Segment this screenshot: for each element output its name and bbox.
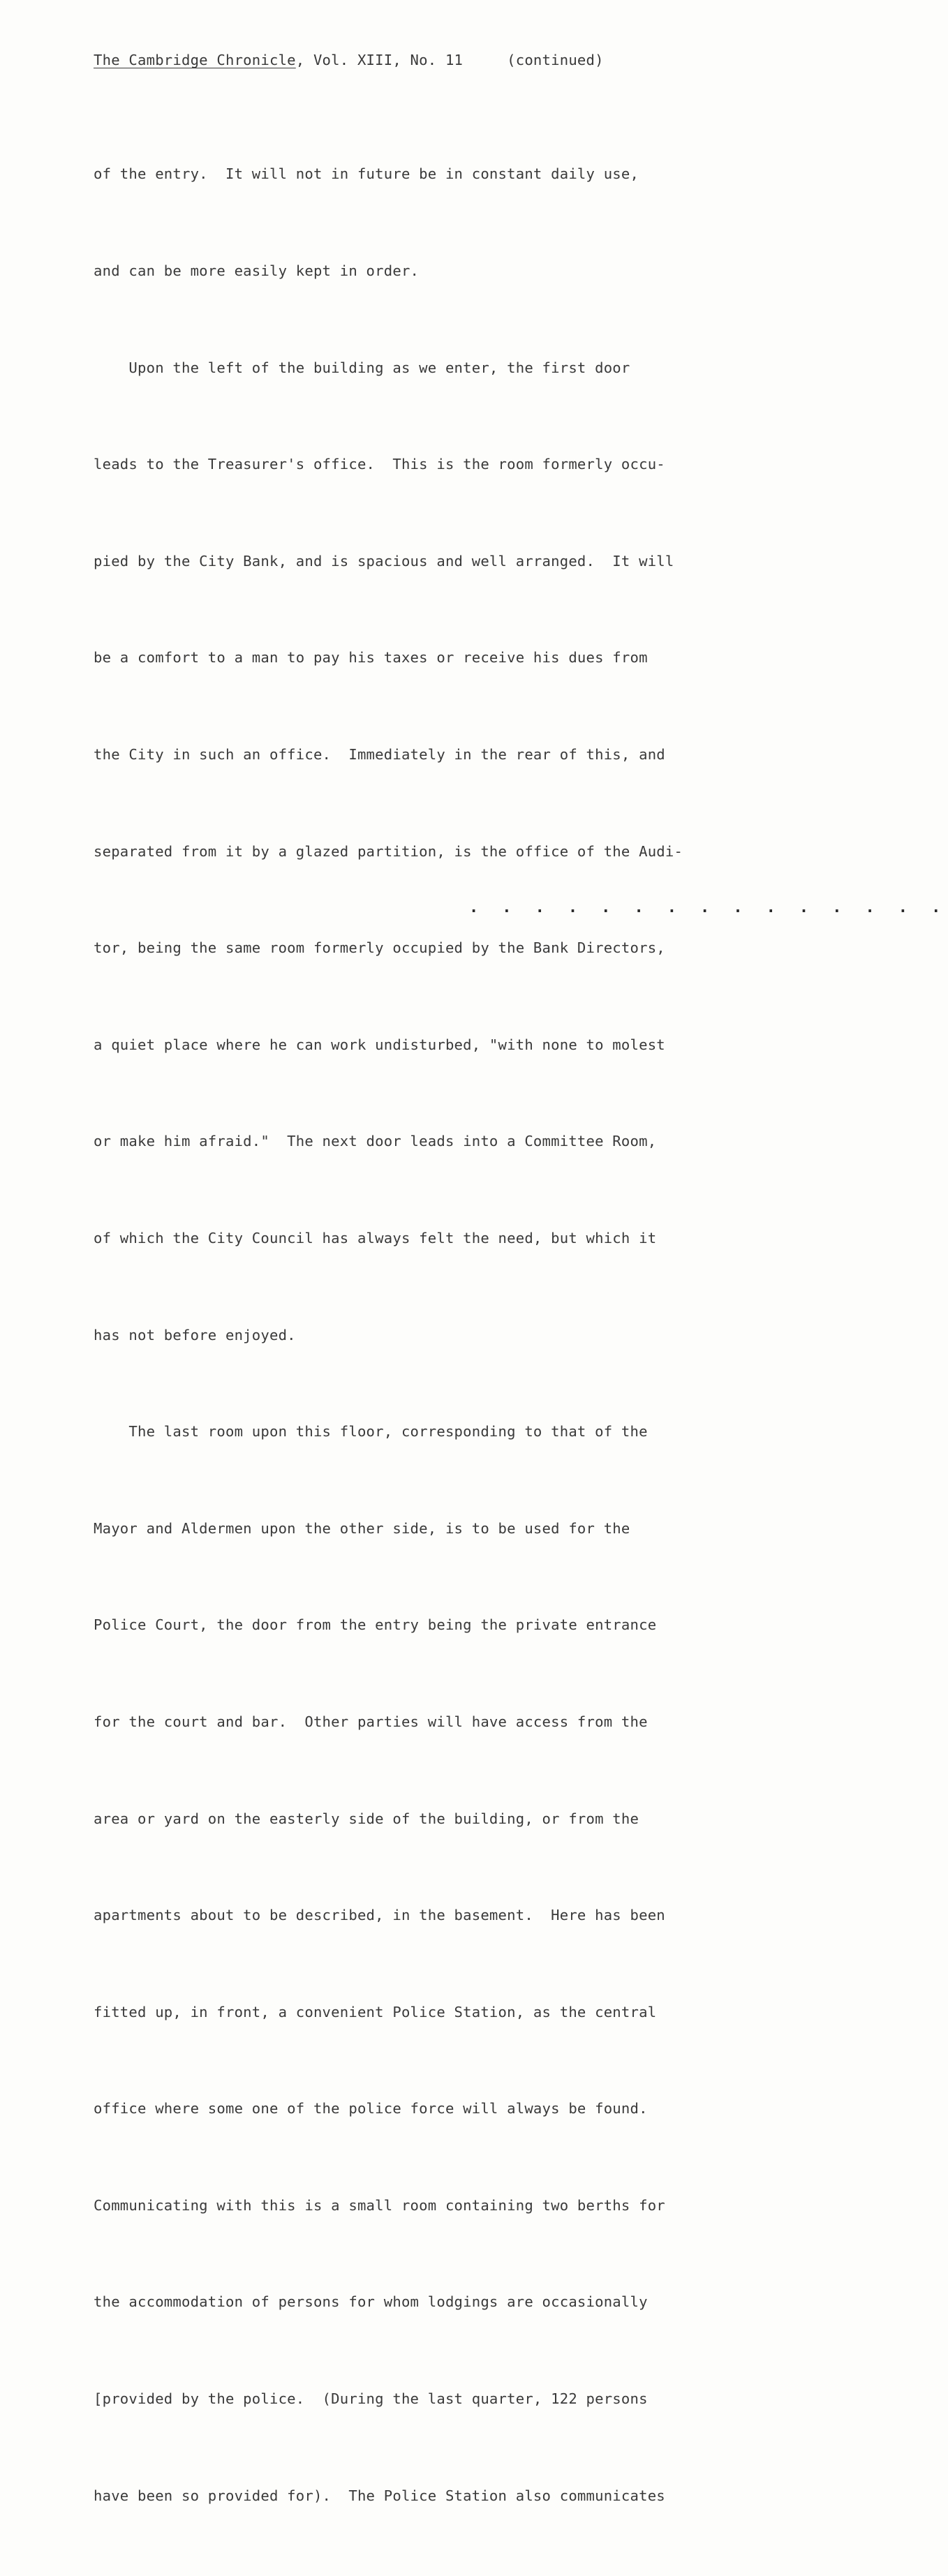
text-line: a quiet place where he can work undisturbed, "with none to molest bbox=[94, 1036, 665, 1053]
continued-label: (continued) bbox=[507, 52, 604, 68]
text-line: have been so provided for). The Police Station also communicates bbox=[94, 2487, 665, 2504]
text-line: area or yard on the easterly side of the building, or from the bbox=[94, 1810, 639, 1827]
text-line: the City in such an office. Immediately in the rear of this, and bbox=[94, 745, 665, 763]
text-line: or make him afraid." The next door leads into a Committee Room, bbox=[94, 1133, 657, 1150]
text-line: office where some one of the police force will always be found. bbox=[94, 2100, 648, 2117]
text-line: [provided by the police. (During the last quarter, 122 persons bbox=[94, 2390, 648, 2408]
text-line: and can be more easily kept in order. bbox=[94, 262, 420, 279]
issue-number: , Vol. XIII, No. 11 bbox=[295, 52, 464, 68]
text-line: Mayor and Aldermen upon the other side, is to be used for the bbox=[94, 1519, 630, 1537]
page-header bbox=[94, 52, 604, 68]
text-line: the accommodation of persons for whom lodgings are occasionally bbox=[94, 2293, 648, 2311]
text-line: fitted up, in front, a convenient Police Station, as the central bbox=[94, 2003, 657, 2020]
continuation-dots: . . . . . . . . . . . . . . . bbox=[469, 899, 948, 916]
text-line: tor, being the same room formerly occupied by the Bank Directors, bbox=[94, 939, 665, 957]
text-line: separated from it by a glazed partition, is the office of the Audi- bbox=[94, 842, 683, 860]
publication-title: The Cambridge Chronicle bbox=[94, 52, 296, 68]
text-line: leads to the Treasurer's office. This is the room formerly occu- bbox=[94, 456, 665, 473]
text-line: The last room upon this floor, corresponding to that of the bbox=[94, 1423, 648, 1440]
text-line: of which the City Council has always felt the need, but which it bbox=[94, 1229, 657, 1246]
text-line: apartments about to be described, in the basement. Here has been bbox=[94, 1907, 665, 1924]
body-text bbox=[94, 94, 683, 2576]
text-line: pied by the City Bank, and is spacious and well arranged. It will bbox=[94, 552, 674, 569]
text-line: has not before enjoyed. bbox=[94, 1326, 296, 1343]
text-line: for the court and bar. Other parties will have access from the bbox=[94, 1713, 648, 1730]
text-line: of the entry. It will not in future be in constant daily use, bbox=[94, 165, 639, 183]
text-line: Communicating with this is a small room containing two berths for bbox=[94, 2196, 665, 2214]
text-line: Upon the left of the building as we enter, the first door bbox=[94, 359, 630, 376]
text-line: be a comfort to a man to pay his taxes or receive his dues from bbox=[94, 649, 648, 667]
text-line: Police Court, the door from the entry being the private entrance bbox=[94, 1616, 657, 1634]
